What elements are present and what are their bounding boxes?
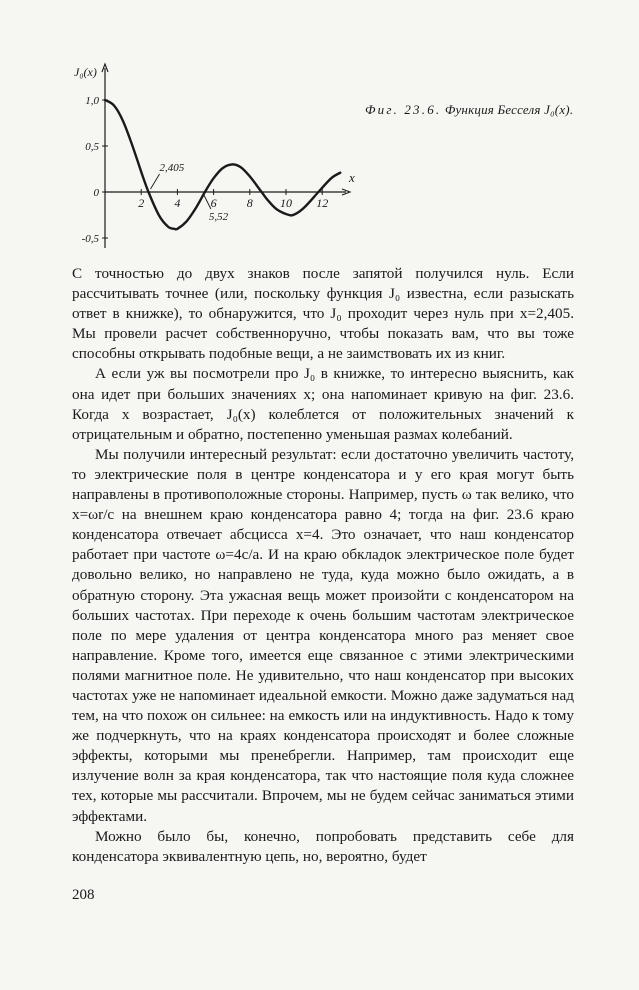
page-number: 208 [72, 887, 95, 903]
caption-text: Функция Бесселя J₀(x). [444, 102, 574, 117]
figure-caption [365, 101, 595, 118]
caption-label: Фиг. 23.6. [365, 102, 442, 117]
y-tick-label: 0,5 [85, 141, 99, 153]
x-tick-label: 12 [316, 196, 329, 210]
x-axis-label: x [349, 170, 355, 185]
bessel-figure [62, 58, 362, 258]
x-tick-label: 2 [138, 196, 145, 210]
body-text [72, 264, 574, 867]
bessel-chart [62, 58, 362, 258]
x-tick-label: 4 [174, 196, 181, 210]
x-tick-label: 6 [210, 196, 217, 210]
paragraph-3: Мы получили интересный результат: если достаточно увеличить частоту, то электрические поля в центре конденсатора и у его края могут быть направлены в противоположные стороны. Например, пусть ω так велико, что x=ωr/c на внешнем краю конденсатора равно 4; тогда на фиг. 23.6 краю конденсатора отвечает абсцисса x=4. Это означает, что наш конденсатор работает при частоте ω=4c/a. И на краю обкладок электрическое поле будет довольно велико, но направлено не туда, куда можно было ожидать, а в обратную сторону. Эта ужасная вещь может произойти с конденсатором на больших частотах. При переходе к очень большим частотам электрическое поле по мере удаления от центра конденсатора много раз меняет свое направление. Кроме того, имеется еще связанное с этими электрическими полями магнитное поле. Не удивительно, что наш конденсатор при высоких частотах уже не напоминает идеальной емкости. Можно даже задуматься над тем, на что похож он сильнее: на емкость или на индуктивность. Надо к тому же подчеркнуть, что на краях конденсатора происходят и более сложные эффекты, которыми мы пренебрегли. Например, там происходит еще излучение волн за края конденсатора, так что настоящие поля куда сложнее тех, которые мы рассчитали. Впрочем, мы не будем сейчас заниматься этими эффектами. [72, 445, 574, 825]
annotation-label: 2,405 [159, 162, 185, 174]
x-tick-label: 10 [280, 196, 292, 210]
y-tick-label: 0 [93, 187, 99, 199]
annotation-leader [151, 174, 160, 189]
annotation-label: 5,52 [208, 211, 229, 223]
y-axis-label: J₀(x) [74, 65, 97, 79]
x-tick-label: 8 [246, 196, 253, 210]
paragraph-4: Можно было бы, конечно, попробовать представить себе для конденсатора эквивалентную цепь, но, вероятно, будет [72, 827, 574, 865]
paragraph-1: С точностью до двух знаков после запятой получился нуль. Если рассчитывать точнее (или, поскольку функция J₀ известна, если разыскать ответ в книжке), то обнаружится, что J₀ проходит через нуль при x=2,405. Мы провели расчет собственноручно, чтобы показать вам, что вы тоже способны открывать подобные вещи, а не заимствовать их из книг. [72, 265, 574, 363]
y-tick-label: -0,5 [81, 233, 99, 245]
y-tick-label: 1,0 [85, 95, 99, 107]
paragraph-2: А если уж вы посмотрели про J₀ в книжке, то интересно выяснить, как она идет при больших значениях x; она напоминает кривую на фиг. 23.6. Когда x возрастает, J₀(x) колеблется от положительных значений к отрицательным и обратно, постепенно уменьшая размах колебаний. [72, 365, 574, 443]
